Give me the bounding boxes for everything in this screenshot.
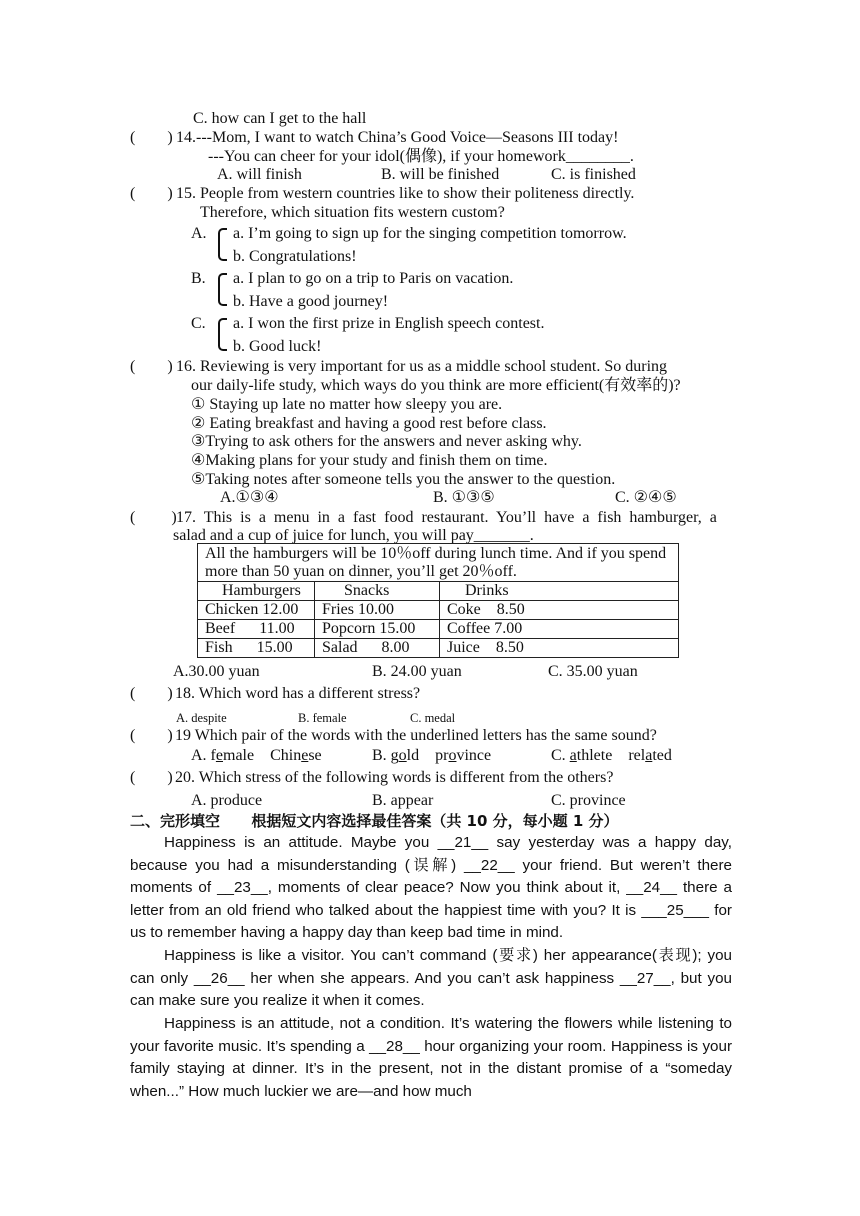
bracket-icon [218,228,227,261]
bracket-icon [218,318,227,351]
q15-option-a-line-b: b. Congratulations! [233,248,357,265]
passage-paragraph-2: Happiness is like a visitor. You can’t command (要求) her appearance(表现); you can only __26__ her when she appears. And you can’t ask happiness __27__, but you can make sure you realize it when it comes. [130,947,732,1009]
table-cell: Coffee 7.00 [440,620,679,639]
table-cell: Chicken 12.00 [198,601,315,620]
q17-question-line2: salad and a cup of juice for lunch, you will pay_______. [173,527,534,544]
table-cell: Beef 11.00 [198,620,315,639]
q18-answer-blank[interactable]: ( ) [130,685,173,702]
q20-question: 20. Which stress of the following words is different from the others? [171,769,614,786]
q16-item-5: ⑤Taking notes after someone tells you the answer to the question. [191,471,616,488]
q16-item-2: ② Eating breakfast and having a good rest before class. [191,415,547,432]
q15-question: 15. People from western countries like to show their politeness directly. [176,185,635,202]
q17-option-c: C. 35.00 yuan [548,663,638,680]
q19-option-c: C. athlete related [551,747,672,764]
q20-option-c: C. province [551,792,626,809]
q15-option-b-line-b: b. Have a good journey! [233,293,389,310]
q15-option-c-letter: C. [191,315,206,332]
table-cell: Coke 8.50 [440,601,679,620]
q16-answer-blank[interactable]: ( ) [130,358,173,375]
q15-option-c-line-a: a. I won the first prize in English speech contest. [233,315,545,332]
q16-item-1: ① Staying up late no matter how sleepy you are. [191,396,503,413]
section-heading: 二、完形填空 根据短文内容选择最佳答案（共 10 分，每小题 1 分） [130,812,619,830]
passage-paragraph-1: Happiness is an attitude. Maybe you __21__ say yesterday was a happy day, because you had a misunderstanding (误解) __22__ your friend. But weren’t there moments of __23__, moments of clear peace? Now you think about it, __24__ there a letter from an old friend who talked about the happiest time with you? It is ___25___ for us to remember having a happy day than keep bad time in mind. [130,834,732,941]
q14-option-b: B. will be finished [381,166,500,183]
q14-option-c: C. is finished [551,166,636,183]
menu-table [197,543,679,658]
q16-question-line2: our daily-life study, which ways do you think are more efficient(有效率的)? [191,377,681,394]
q17-question: 17. This is a menu in a fast food restaurant. You’ll have a fish hamburger, a [176,509,717,526]
table-cell: Fish 15.00 [198,639,315,658]
q14-question: 14.---Mom, I want to watch China’s Good Voice—Seasons III today! [176,129,619,146]
q16-item-3: ③Trying to ask others for the answers and never asking why. [191,433,582,450]
q15-option-a-line-a: a. I’m going to sign up for the singing competition tomorrow. [233,225,627,242]
q16-item-4: ④Making plans for your study and finish them on time. [191,452,548,469]
q16-question: 16. Reviewing is very important for us as a middle school student. So during [176,358,668,375]
passage-paragraph-3: Happiness is an attitude, not a condition. It’s watering the flowers while listening to your favorite music. It’s spending a __28__ hour organizing your room. Happiness is your family staying at dinner. It’s in the present, not in the distant promise of a “someday when...” How much luckier we are—and how much [130,1015,732,1100]
table-row [198,639,679,658]
q18-option-c: C. medal [410,711,456,725]
table-cell: Salad 8.00 [315,639,440,658]
bracket-icon [218,273,227,306]
q16-option-c: C. ②④⑤ [615,489,677,506]
q14-option-a: A. will finish [217,166,302,183]
table-row [198,601,679,620]
q17-answer-blank[interactable]: ( ) [130,509,177,526]
q19-answer-blank[interactable]: ( ) [130,727,173,744]
q20-option-a: A. produce [191,792,263,809]
q20-answer-blank[interactable]: ( ) [130,769,173,786]
q15-question-line2: Therefore, which situation fits western custom? [200,204,505,221]
q19-option-b: B. gold province [372,747,492,764]
table-row [198,620,679,639]
q19-option-a: A. female Chinese [191,747,322,764]
q15-option-a-letter: A. [191,225,207,242]
q16-option-b: B. ①③⑤ [433,489,495,506]
menu-note: All the hamburgers will be 10％off during lunch time. And if you spend more than 50 yuan on dinner, you’ll get 20％off. [198,544,679,582]
q17-option-b: B. 24.00 yuan [372,663,462,680]
menu-header-snacks: Snacks [315,582,440,601]
q15-option-b-letter: B. [191,270,206,287]
q20-option-b: B. appear [372,792,434,809]
menu-header-drinks: Drinks [440,582,679,601]
q18-question: 18. Which word has a different stress? [171,685,421,702]
table-cell: Juice 8.50 [440,639,679,658]
table-cell: Fries 10.00 [315,601,440,620]
q14-question-line2: ---You can cheer for your idol(偶像), if your homework________. [208,148,634,165]
q18-option-b: B. female [298,711,347,725]
q13-option-c: C. how can I get to the hall [193,110,367,127]
q19-question: 19 Which pair of the words with the underlined letters has the same sound? [171,727,657,744]
q15-answer-blank[interactable]: ( ) [130,185,173,202]
q18-option-a: A. despite [176,711,227,725]
table-cell: Popcorn 15.00 [315,620,440,639]
q16-option-a: A.①③④ [220,489,279,506]
menu-header-hamburgers: Hamburgers [198,582,315,601]
q14-answer-blank[interactable]: ( ) [130,129,173,146]
q15-option-b-line-a: a. I plan to go on a trip to Paris on vacation. [233,270,514,287]
q17-option-a: A.30.00 yuan [173,663,260,680]
q15-option-c-line-b: b. Good luck! [233,338,322,355]
